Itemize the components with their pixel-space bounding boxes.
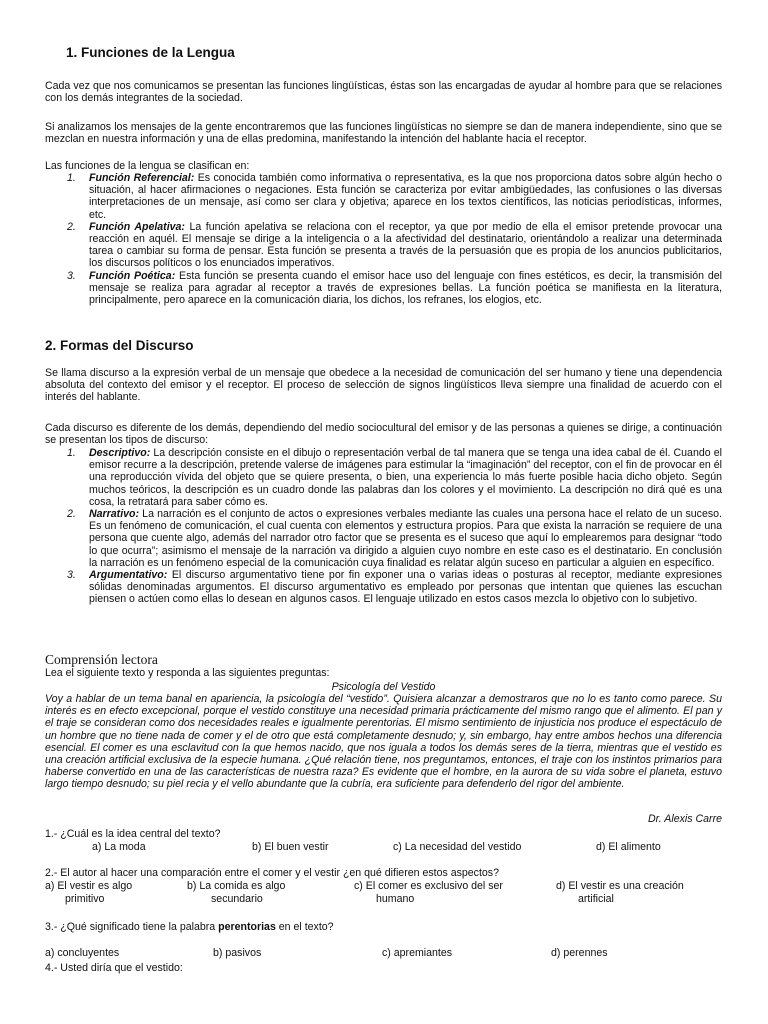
list-number: 1. [67,172,76,184]
question-1: 1.- ¿Cuál es la idea central del texto? [45,828,221,840]
list-number: 3. [67,569,76,582]
question-3-keyword: perentorias [218,921,276,933]
option-b[interactable]: b) pasivos [213,947,262,959]
list-term: Función Poética: [89,269,176,282]
option-c[interactable]: c) La necesidad del vestido [393,841,522,853]
reading-title: Psicología del Vestido [331,681,436,693]
option-a[interactable]: a) La moda [92,841,146,853]
list-text: Esta función se presenta cuando el emisor hace uso del lenguaje con fines estéticos, es decir, la transmisión del mensaje se realiza para agradar al receptor a través de expresiones bellas. La función poética se manifiesta en la literatura, principalmente, pero aparece en la comunicación diaria, los dichos, los refranes, los elogios, etc. [89,269,722,307]
question-3-options [45,947,722,960]
list-item [45,172,722,221]
list-item [45,447,722,508]
question-1-options [45,841,722,854]
list-text: La narración es el conjunto de actos o expresiones verbales mediante las cuales una persona hace el relato de un suceso. Es un fenómeno de comunicación, el cual cuenta con elementos y estructura propios. Para que exista la narración se requiere de una persona que cuente algo, además del narrador otro factor que se presenta es el suceso que aquí lo emplearemos para designar “todo lo que ocurra”; asimismo el mensaje de la narración va dirigido a alguien cuyo nombre en este caso es el destinatario. En conclusión la narración es un fenómeno especial de la comunicación cuya finalidad es relatar algún suceso en particular a alguien en específico. [89,508,722,569]
list-term: Narrativo: [89,508,140,521]
reading-author: Dr. Alexis Carre [648,813,722,825]
option-d[interactable]: d) perennes [551,947,608,959]
language-functions-list [45,172,722,306]
list-term: Función Apelativa: [89,220,185,233]
list-item [45,221,722,270]
reading-instruction: Lea el siguiente texto y responda a las siguientes preguntas: [45,667,330,679]
option-line: humano [376,893,415,905]
question-3-text: 3.- ¿Qué significado tiene la palabra [45,921,219,933]
list-number: 3. [67,269,76,282]
option-b[interactable]: b) El buen vestir [252,841,329,853]
option-b[interactable] [187,880,285,906]
list-term: Función Referencial: [89,172,195,184]
section-1-paragraph-2: Si analizamos los mensajes de la gente encontraremos que las funciones lingüísticas no siempre se dan de manera independiente, sino que se mezclan en nuestra información y una de ellas predomina, manifestando la intención del hablante hacia el receptor. [45,121,722,146]
list-number: 1. [67,447,76,459]
list-item [45,508,722,569]
question-4: 4.- Usted diría que el vestido: [45,962,183,974]
section-1-paragraph-1: Cada vez que nos comunicamos se presentan las funciones lingüísticas, éstas son las encargadas de ayudar al hombre para que se relaciones con los demás integrantes de la sociedad. [45,80,722,105]
reading-heading: Comprensión lectora [45,652,158,667]
reading-body: Voy a hablar de un tema banal en apariencia, la psicología del “vestido”. Quisiera alcanzar a demostraros que no lo es tanto como parece. Su interés es en efecto excepcional, porque el vestido constituye una necesidad primaria prácticamente del mismo rango que el alimento. El pan y el traje se consideran como dos necesidades reales e igualmente perentorias. El mismo sentimiento de injusticia nos produce el espectáculo de un hombre que no tiene nada de comer y el de otro que está completamente desnudo; y, sin embargo, hay entre ambos hechos una diferencia esencial. El comer es una esclavitud con la que hemos nacido, que nos iguala a todos los demás seres de la tierra, mientras que el vestido es una creación artificial exclusiva de la especie humana. ¿Qué relación tiene, nos preguntamos, entonces, el traje con los instintos primarios para haberse convertido en una de las características de nuestra raza? Es evidente que el hombre, en la aurora de su vida sobre el planeta, estuvo largo tiempo desnudo; su piel recia y el vello abundante que la cubría, era suficiente para defenderlo del rigor del ambiente. [45,693,722,791]
question-3-text-end: en el texto? [275,921,334,933]
list-text: La descripción consiste en el dibujo o representación verbal de tal manera que se tenga una idea cabal de él. Cuando el emisor recurre a la descripción, pretende valerse de imágenes para estimular la “imaginación” del receptor, con el fin de provocar en él una reproducción vívida del objeto que se quiere presenta, o bien, una experiencia lo más fuerte posible hacia dicho objeto. Según muchos teóricos, la descripción es un cuadro donde las palabras dan los colores y el movimiento. La descripción no dirá qué es una cosa, la retratará para saber cómo es. [89,447,722,508]
list-item [45,270,722,307]
list-text: Es conocida también como informativa o representativa, es la que nos proporciona datos sobre algún hecho o situación, al hacer afirmaciones o negaciones. Esta función se caracteriza por evitar ambigüedades, las confusiones o las diversas interpretaciones de un mensaje, así como ser clara y objetiva; aparece en los textos científicos, las noticias periodísticas, informes, etc. [89,172,723,221]
option-line: a) El vestir es algo [45,880,133,892]
section-1-intro: Las funciones de la lengua se clasifican en: [45,160,250,172]
option-c[interactable]: c) apremiantes [382,947,453,959]
option-line: b) La comida es algo [187,880,286,892]
option-line: primitivo [65,893,105,905]
section-2-paragraph-2: Cada discurso es diferente de los demás, dependiendo del medio sociocultural del emisor y de las personas a quienes se dirige, a continuación se presentan los tipos de discurso: [45,422,722,447]
option-line: d) El vestir es una creación [556,880,684,892]
question-2-options [45,880,722,908]
list-text: La función apelativa se relaciona con el receptor, ya que por medio de ella el emisor pretende provocar una reacción en aquél. El mensaje se dirige a la inteligencia o a la afectividad del destinatario, orientándolo a realizar una determinada tarea o cambiar su forma de pensar. Esta función se presenta a través de la persuasión que es propia de los anuncios publicitarios, los discursos políticos o los enunciados imperativos. [89,220,722,270]
option-a[interactable] [45,880,132,906]
option-c[interactable] [354,880,503,906]
section-2-heading: 2. Formas del Discurso [45,338,194,353]
option-line: c) El comer es exclusivo del ser [354,880,503,892]
question-2: 2.- El autor al hacer una comparación entre el comer y el vestir ¿en qué difieren estos aspectos? [45,867,500,879]
list-term: Argumentativo: [89,569,168,582]
section-1-heading: 1. Funciones de la Lengua [66,45,235,60]
option-d[interactable] [556,880,684,906]
discourse-types-list [45,447,722,606]
list-text: El discurso argumentativo tiene por fin exponer una o varias ideas o posturas al receptor, mediante expresiones sólidas denominadas argumentos. El discurso argumentativo es empleado por personas que intentan que quienes las escuchan piensen o actúen como ellas lo desean en algunos casos. El lenguaje utilizado en estos casos mezcla lo objetivo con lo subjetivo. [89,569,722,606]
option-a[interactable]: a) concluyentes [45,947,120,959]
list-number: 2. [67,220,76,233]
section-2-paragraph-1: Se llama discurso a la expresión verbal de un mensaje que obedece a la necesidad de comunicación del ser humano y tiene una dependencia absoluta del contexto del emisor y el receptor. El proceso de selección de signos lingüísticos lleva siempre una finalidad de acuerdo con el interés del hablante. [45,367,722,404]
list-number: 2. [67,508,76,521]
option-d[interactable]: d) El alimento [596,841,661,853]
option-line: artificial [578,893,614,905]
question-3 [45,921,722,933]
list-item [45,569,722,606]
list-term: Descriptivo: [89,447,151,459]
option-line: secundario [211,893,263,905]
